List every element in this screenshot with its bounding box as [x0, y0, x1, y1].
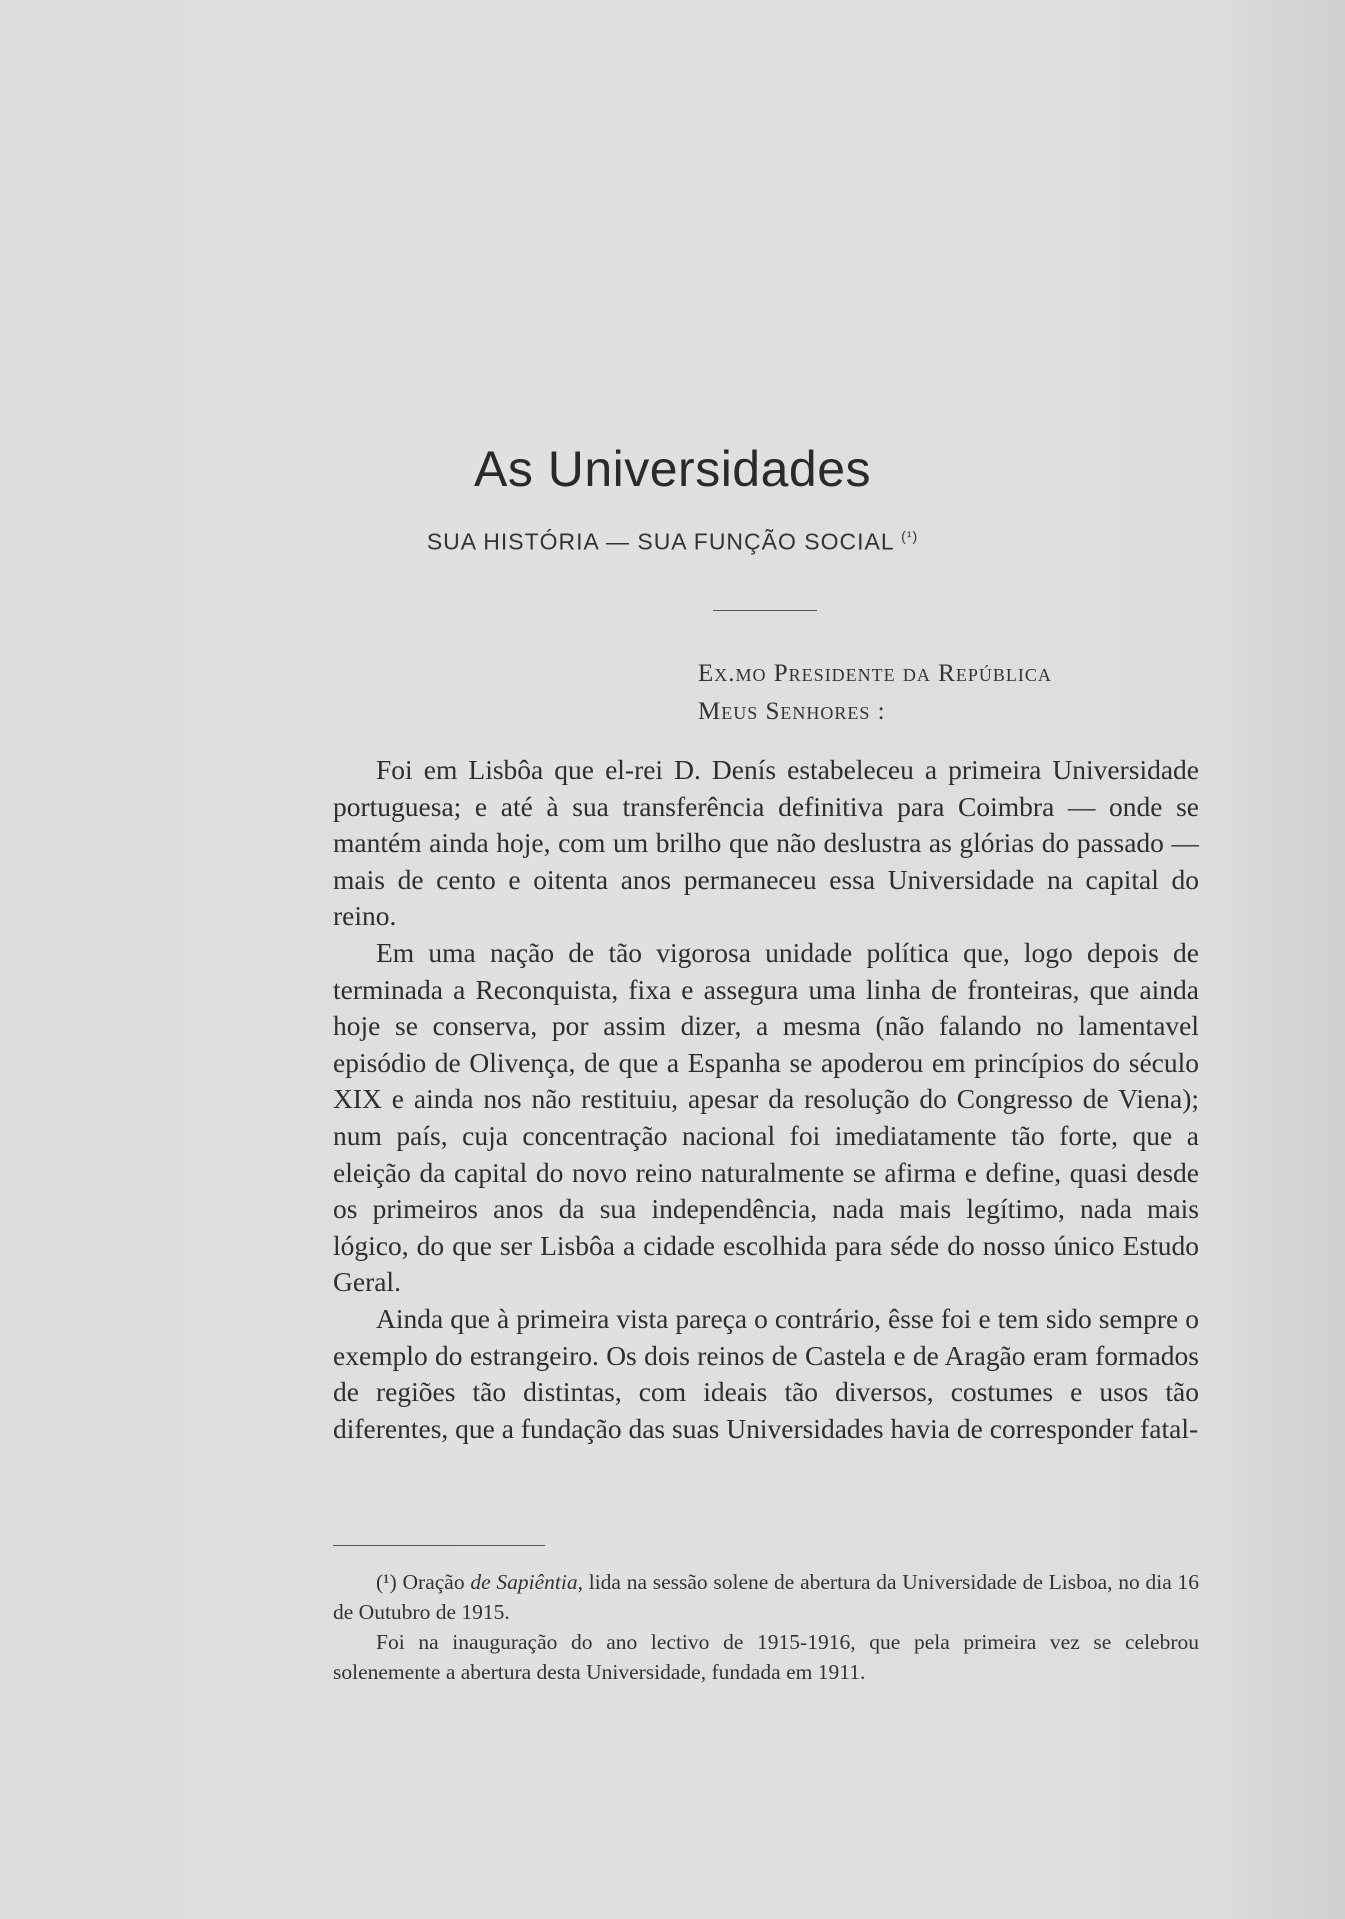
page-subtitle — [0, 528, 1345, 556]
subtitle-text: SUA HISTÓRIA — SUA FUNÇÃO SOCIAL — [426, 528, 894, 555]
footnote-2: Foi na inauguração do ano lectivo de 1915-1916, que pela primeira vez se celebrou solenemente a abertura desta Universidade, fundada em 1911. — [333, 1630, 1199, 1684]
paragraph: Em uma nação de tão vigorosa unidade política que, logo depois de terminada a Reconquista, fixa e assegura uma linha de fronteiras, que ainda hoje se conserva, por assim dizer, a mesma (não falando no lamentavel episódio de Olivença, de que a Espanha se apoderou em princípios do século XIX e ainda nos não restituiu, apesar da resolução do Congresso de Viena); num país, cuja concentração nacional foi imediatamente tão forte, que a eleição da capital do novo reino naturalmente se afirma e define, quasi desde os primeiros anos da sua independência, nada mais legítimo, nada mais lógico, do que ser Lisbôa a cidade escolhida para séde do nosso único Estudo Geral. — [333, 936, 1199, 1298]
footnote-1-title: de Sapiêntia, — [470, 1570, 583, 1594]
footnote-1-pre: Oração — [402, 1570, 465, 1594]
address-line-2: Meus Senhores : — [698, 698, 886, 725]
page-title: As Universidades — [473, 441, 872, 497]
footnotes — [333, 1567, 1199, 1687]
footnote-1 — [333, 1567, 1199, 1627]
address-line-1: Ex.mo Presidente da República — [698, 660, 1052, 687]
subtitle-footnote-mark: (¹) — [901, 528, 919, 544]
footnote-mark: (¹) — [376, 1570, 397, 1594]
footnote-divider — [333, 1545, 545, 1546]
title-divider — [713, 610, 817, 611]
body-text — [333, 752, 1199, 1447]
footnote-1-text: lida na sessão solene de abertura da Universidade de Lisboa, no dia 16 de Outubro de 1915. — [333, 1570, 1200, 1624]
paragraph: Foi em Lisbôa que el-rei D. Denís estabeleceu a primeira Universidade portuguesa; e até à sua transferência definitiva para Coimbra — onde se mantém ainda hoje, com um brilho que não deslustra as glórias do passado — mais de cento e oitenta anos permaneceu essa Universidade na capital do reino. — [333, 754, 1199, 932]
address-block — [698, 655, 1052, 731]
paragraph: Ainda que à primeira vista pareça o contrário, êsse foi e tem sido sempre o exemplo do estrangeiro. Os dois reinos de Castela e de Aragão eram formados de regiões tão distintas, com ideais tão diversos, costumes e usos tão diferentes, que a fundação das suas Universidades havia de corresponder fatal- — [333, 1302, 1199, 1444]
